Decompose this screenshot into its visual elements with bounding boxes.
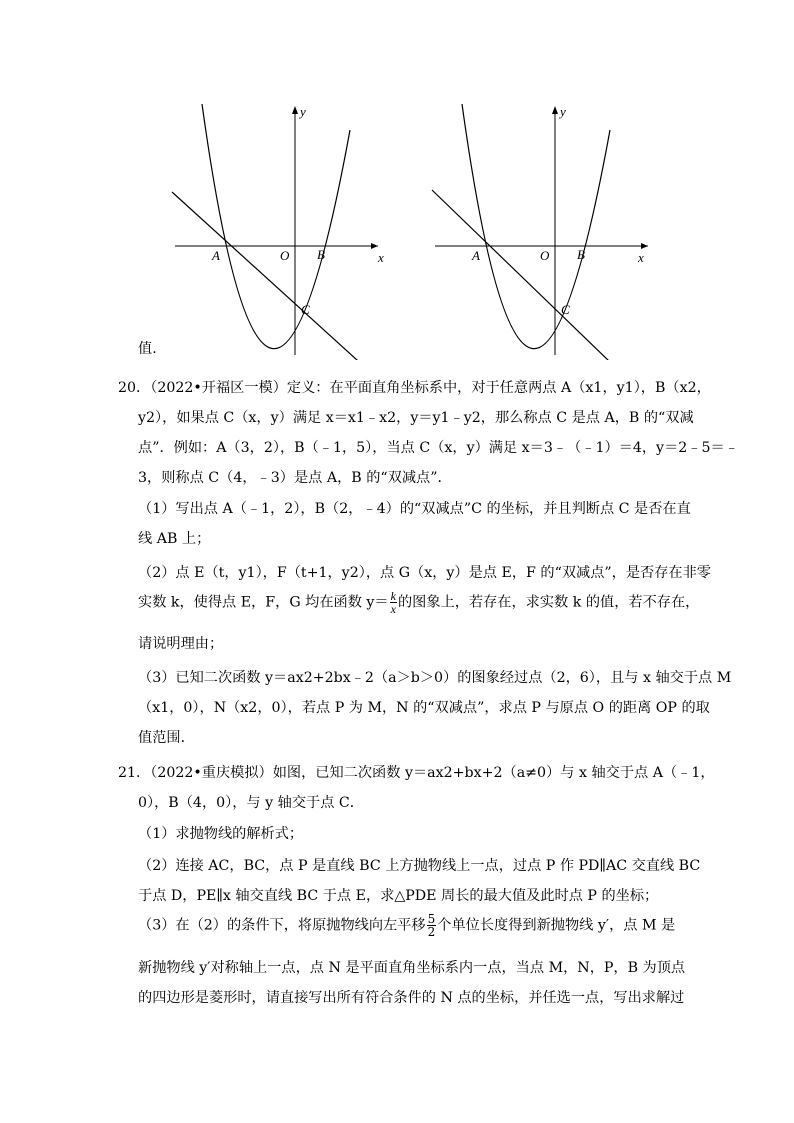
- frac-den: x: [390, 602, 396, 616]
- q20-line4: 3，则称点 C（4，﹣3）是点 A，B 的“双减点”．: [138, 470, 452, 486]
- fraction-5-over-2: [427, 913, 437, 938]
- label-o: O: [280, 248, 290, 263]
- q21-part3-a-post: 个单位长度得到新抛物线 y′，点 M 是: [437, 917, 676, 934]
- label-b: B: [317, 247, 325, 262]
- q20-part2-a: （2）点 E（t，y1），F（t+1，y2），点 G（x，y）是点 E，F 的“双减点”，是否存在非零: [138, 565, 711, 581]
- label-x: x: [378, 250, 384, 265]
- frac-den: 2: [427, 925, 436, 939]
- label-a: A: [212, 248, 220, 263]
- label-b: B: [577, 247, 585, 262]
- q21-part3-c: 的四边形是菱形时，请直接写出所有符合条件的 N 点的坐标，并任选一点，写出求解过: [138, 990, 685, 1006]
- q20-part2-b: [138, 590, 699, 615]
- q20-part2-c: 请说明理由；: [138, 636, 224, 652]
- q20-part1-a: （1）写出点 A（﹣1，2），B（2，﹣4）的“双减点”C 的坐标，并且判断点 C 是否在直: [138, 501, 691, 517]
- label-c: C: [301, 302, 310, 317]
- q21-part3-b: 新抛物线 y′对称轴上一点，点 N 是平面直角坐标系内一点，当点 M，N，P，B 为顶点: [138, 960, 686, 976]
- q21-part3-a-pre: （3）在（2）的条件下，将原抛物线向左平移: [138, 917, 426, 934]
- q20-part3-b: （x1，0），N（x2，0），若点 P 为 M，N 的“双减点”，求点 P 与原点 O 的距离 OP 的取: [138, 700, 710, 716]
- prev-question-tail: 值.: [138, 341, 157, 357]
- fraction-k-over-x: [390, 590, 397, 615]
- q20-part2-b-post: 的图象上，若存在，求实数 k 的值，若不存在，: [397, 594, 700, 611]
- q20-line3: 点”．例如：A（3，2），B（﹣1，5），当点 C（x，y）满足 x＝3﹣（﹣1）＝4，y＝2﹣5＝﹣: [138, 440, 739, 456]
- label-o: O: [540, 248, 550, 263]
- q21-line2: 0），B（4，0），与 y 轴交于点 C．: [138, 795, 364, 811]
- q21-part2-b: 于点 D，PE∥x 轴交直线 BC 于点 E，求△PDE 周长的最大值及此时点 P 的坐标；: [138, 888, 659, 904]
- q21-part3-a: [138, 913, 675, 938]
- frac-num: 5: [427, 912, 436, 926]
- label-a: A: [472, 248, 480, 263]
- q21-line1: 21．（2022•重庆模拟）如图，已知二次函数 y＝ax2+bx+2（a≠0）与 x 轴交于点 A（﹣1，: [118, 765, 715, 781]
- q20-part3-a: （3）已知二次函数 y＝ax2+2bx﹣2（a＞b＞0）的图象经过点（2，6），且与 x 轴交于点 M: [138, 670, 732, 686]
- q20-part1-b: 线 AB 上；: [138, 531, 211, 547]
- label-y: y: [300, 104, 306, 119]
- q21-part1: （1）求抛物线的解析式；: [138, 826, 304, 842]
- q20-line1: 20．（2022•开福区一模）定义：在平面直角坐标系中，对于任意两点 A（x1，y1），B（x2，: [118, 380, 711, 396]
- q20-line2: y2），如果点 C（x，y）满足 x＝x1﹣x2，y＝y1﹣y2，那么称点 C 是点 A，B 的“双减: [138, 410, 694, 426]
- label-c: C: [561, 302, 570, 317]
- frac-num: k: [390, 589, 396, 603]
- q20-part3-c: 值范围．: [138, 730, 195, 746]
- label-y: y: [560, 104, 566, 119]
- q21-part2-a: （2）连接 AC，BC，点 P 是直线 BC 上方抛物线上一点，过点 P 作 PD∥AC 交直线 BC: [138, 858, 701, 874]
- label-x: x: [638, 250, 644, 265]
- q20-part2-b-pre: 实数 k，使得点 E，F，G 均在函数 y＝: [138, 594, 389, 611]
